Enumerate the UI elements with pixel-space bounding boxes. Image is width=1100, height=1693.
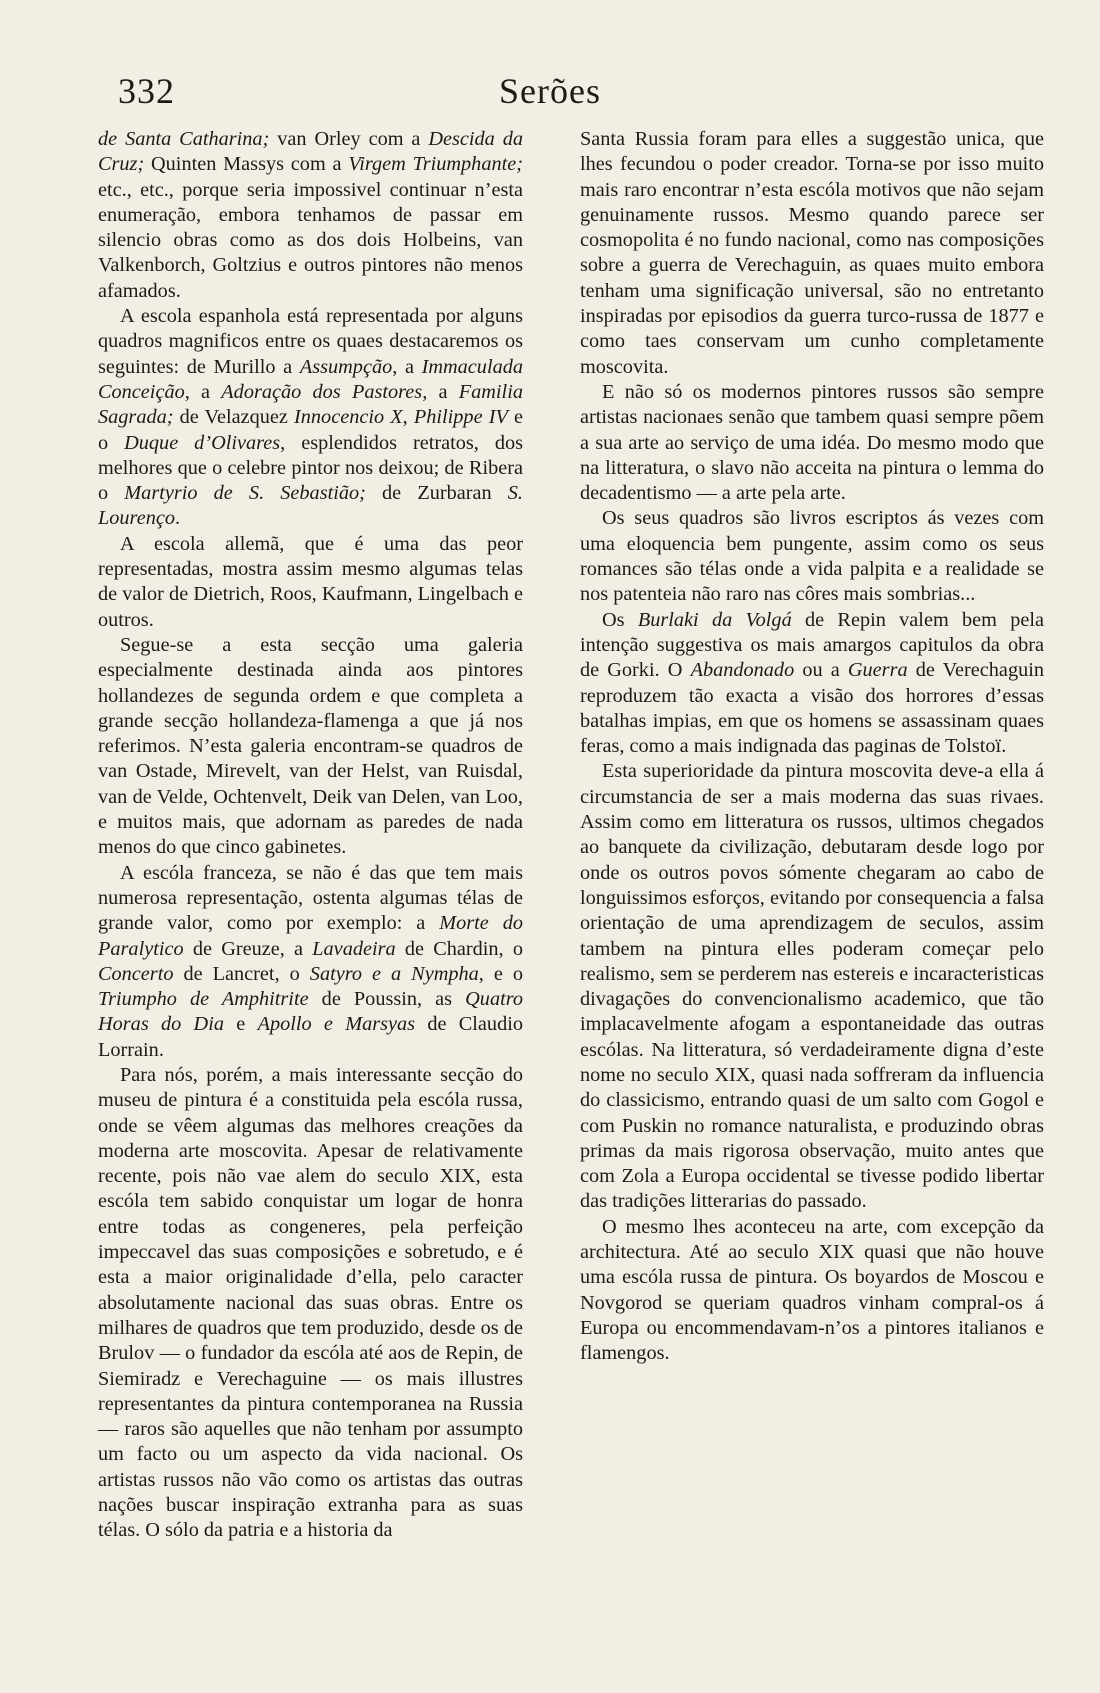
paragraph: E não só os modernos pintores russos são sempre artistas nacionaes senão que tambem quasi sempre põem a sua arte ao serviço de uma idéa. Do mesmo modo que na litteratura, o slavo não acceita na pintura o lemma do decadentismo — a arte pela arte.: [580, 380, 1044, 505]
paragraph: A escóla franceza, se não é das que tem mais numerosa representação, ostenta algumas télas de grande valor, como por exemplo: a Morte do Paralytico de Greuze, a Lavadeira de Chardin, o Concerto de Lancret, o Satyro e a Nympha, e o Triumpho de Amphitrite de Poussin, as Quatro Horas do Dia e Apollo e Marsyas de Claudio Lorrain.: [98, 861, 523, 1061]
left-column: [98, 127, 523, 1544]
paragraph: Esta superioridade da pintura moscovita deve-a ella á circumstancia de ser a mais moderna das suas rivaes. Assim como em litteratura os russos, ultimos chegados ao banquete da civilização, debutaram desde logo por onde os outros povos sómente chegaram ao cabo de longuissimos esforços, evitando por consequencia a falsa orientação de uma aprendizagem de seculos, assim tambem na pintura elles poderam começar pelo realismo, sem se perderem nas estereis e incaracteristicas divagações do convencionalismo academico, que tão implacavelmente afogam a espontaneidade das outras escólas. Na litteratura, só verdadeiramente digna d’este nome no seculo XIX, quasi nada soffreram da influencia do classicismo, entrando quasi de um salto com Gogol e com Puskin no romance naturalista, e produzindo obras primas da mais rigorosa observação, muito antes que com Zola a Europa occidental se tivesse podido libertar das tradições litterarias do passado.: [580, 760, 1045, 1213]
paragraph: O mesmo lhes aconteceu na arte, com excepção da architectura. Até ao seculo XIX quasi que não houve uma escóla russa de pintura. Os boyardos de Moscou e Novgorod se queriam quadros vinham compral-os á Europa ou encommendavam-n’os a pintores italianos e flamengos.: [580, 1215, 1044, 1365]
paragraph: Para nós, porém, a mais interessante secção do museu de pintura é a constituida pela escóla russa, onde se vêem algumas das melhores creações da moderna arte moscovita. Apesar de relativamente recente, pois não vae alem do seculo XIX, esta escóla tem sabido conquistar um logar de honra entre todas as congeneres, pela perfeição impeccavel das suas composições e sobretudo, e é esta a maior originalidade d’ella, pelo caracter absolutamente nacional das suas obras. Entre os milhares de quadros que tem produzido, desde os de Brulov — o fundador da escóla até aos de Repin, de Siemiradz e Verechaguine — os mais illustres representantes da pintura contemporanea na Russia — raros são aquelles que não tenham por assumpto um facto ou um aspecto da vida nacional. Os artistas russos não vão como os artistas das outras nações buscar inspiração extranha para as suas télas. O sólo da patria e a historia da: [98, 1063, 523, 1542]
paragraph: Os seus quadros são livros escriptos ás vezes com uma eloquencia bem pungente, assim como os seus romances são télas onde a vida palpita e a realidade se nos patenteia não raro nas côres mais sombrias...: [580, 507, 1044, 606]
paragraph: Os Burlaki da Volgá de Repin valem bem pela intenção suggestiva os mais amargos capitulos da obra de Gorki. O Abandonado ou a Guerra de Verechaguin reproduzem tão exacta a visão dos horrores d’essas batalhas impias, em que os homens se assassinam quaes feras, como a mais indignada das paginas de Tolstoï.: [580, 608, 1044, 758]
right-column: [580, 127, 1044, 1367]
paragraph: Santa Russia foram para elles a suggestão unica, que lhes fecundou o poder creador. Torna-se por isso muito mais raro encontrar n’esta escóla motivos que não sejam genuinamente russos. Mesmo quando parece ser cosmopolita é no fundo nacional, como nas composições sobre a guerra de Verechaguin, as quaes muito embora tenham uma significação universal, são no entretanto inspiradas por episodios da guerra turco-russa de 1877 e como taes conservam um cunho completamente moscovita.: [580, 128, 1044, 378]
paragraph: A escola allemã, que é uma das peor representadas, mostra assim mesmo algumas telas de valor de Dietrich, Roos, Kaufmann, Lingelbach e outros.: [98, 532, 523, 631]
page-number: 332: [118, 71, 175, 111]
paragraph: Segue-se a esta secção uma galeria especialmente destinada ainda aos pintores hollandezes de segunda ordem e que completa a grande secção hollandeza-flamenga a que já nos referimos. N’esta galeria encontram-se quadros de van Ostade, Mirevelt, van der Helst, van Ruisdal, van de Velde, Ochtenvelt, Deik van Delen, van Loo, e muitos mais, que adornam as paredes de nada menos do que cinco gabinetes.: [98, 633, 523, 859]
running-title: Serões: [499, 71, 601, 111]
paragraph: A escola espanhola está representada por alguns quadros magnificos entre os quaes destacaremos os seguintes: de Murillo a Assumpção, a Immaculada Conceição, a Adoração dos Pastores, a Familia Sagrada; de Velazquez Innocencio X, Philippe IV e o Duque d’Olivares, esplendidos retratos, dos melhores que o celebre pintor nos deixou; de Ribera o Martyrio de S. Sebastião; de Zurbaran S. Lourenço.: [98, 305, 523, 530]
paragraph: de Santa Catharina; van Orley com a Descida da Cruz; Quinten Massys com a Virgem Triumphante; etc., etc., porque seria impossivel continuar n’esta enumeração, embora tenhamos de passar em silencio obras como as dos dois Holbeins, van Valkenborch, Goltzius e outros pintores não menos afamados.: [98, 128, 524, 302]
